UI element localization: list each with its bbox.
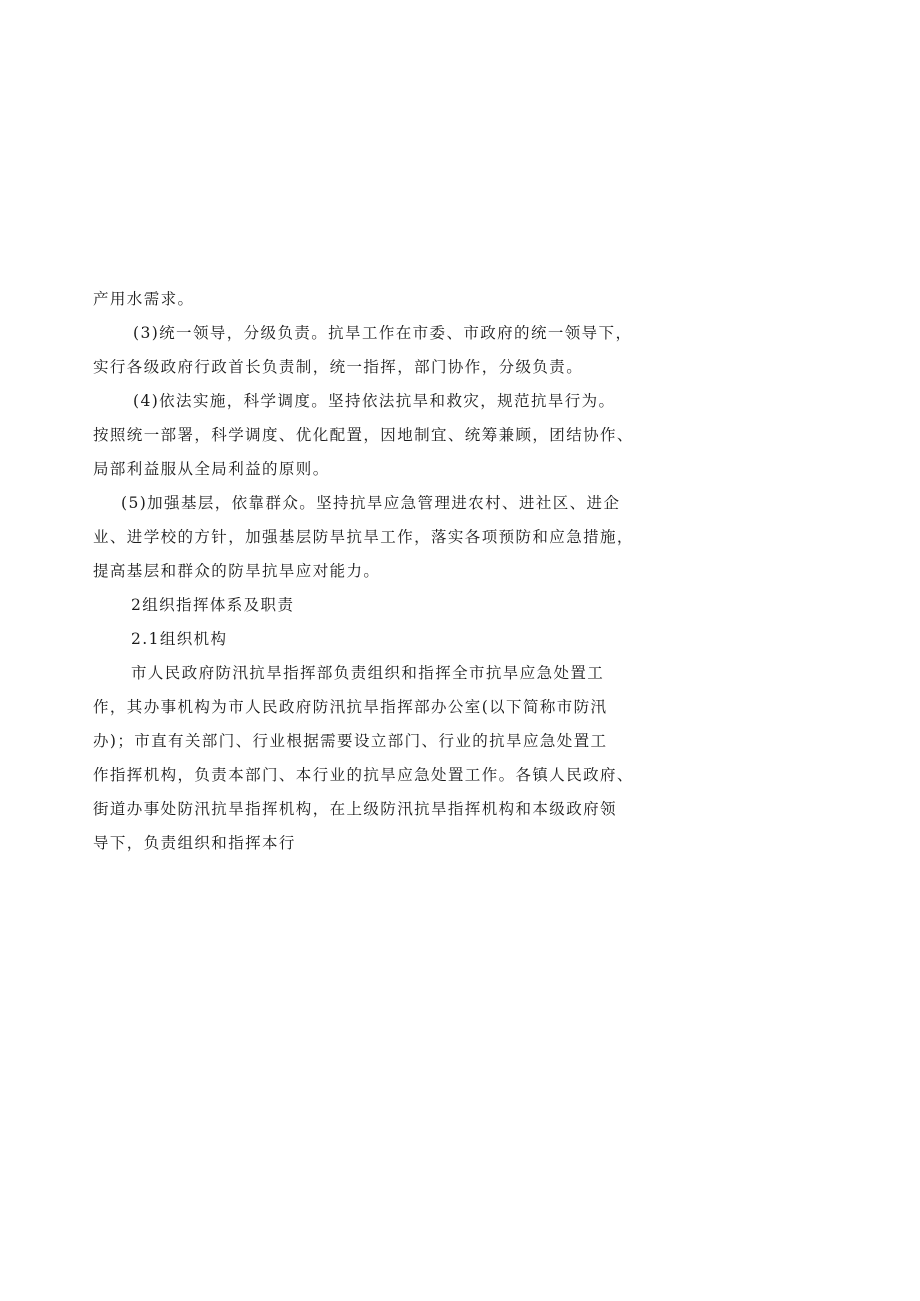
subsection-heading: 2.1组织机构 xyxy=(131,630,228,648)
principle-3-line: (3)统一领导，分级负责。抗旱工作在市委、市政府的统一领导下， xyxy=(133,324,633,342)
text-line: 作指挥机构，负责本部门、本行业的抗旱应急处置工作。各镇人民政府、 xyxy=(93,766,634,784)
text-line: 提高基层和群众的防旱抗旱应对能力。 xyxy=(93,562,381,580)
principle-4-line: (4)依法实施，科学调度。坚持依法抗旱和救灾，规范抗旱行为。 xyxy=(133,392,616,410)
paragraph-first-line: 市人民政府防汛抗旱指挥部负责组织和指挥全市抗旱应急处置工 xyxy=(131,664,605,682)
principle-5-line: (5)加强基层，依靠群众。坚持抗旱应急管理进农村、进社区、进企 xyxy=(121,494,621,512)
text-line: 业、进学校的方针，加强基层防旱抗旱工作，落实各项预防和应急措施， xyxy=(93,528,634,546)
text-line: 导下，负责组织和指挥本行 xyxy=(93,834,296,852)
text-line: 作，其办事机构为市人民政府防汛抗旱指挥部办公室(以下简称市防汛 xyxy=(93,698,608,716)
text-line: 实行各级政府行政首长负责制，统一指挥，部门协作，分级负责。 xyxy=(93,358,584,376)
text-line: 街道办事处防汛抗旱指挥机构，在上级防汛抗旱指挥机构和本级政府领 xyxy=(93,800,617,818)
text-line: 产用水需求。 xyxy=(93,290,195,308)
text-line: 办)；市直有关部门、行业根据需要设立部门、行业的抗旱应急处置工 xyxy=(93,732,608,750)
body-text xyxy=(93,282,638,860)
text-line: 局部利益服从全局利益的原则。 xyxy=(93,460,330,478)
section-heading: 2组织指挥体系及职责 xyxy=(131,596,295,614)
text-line: 按照统一部署，科学调度、优化配置，因地制宜、统筹兼顾，团结协作、 xyxy=(93,426,634,444)
